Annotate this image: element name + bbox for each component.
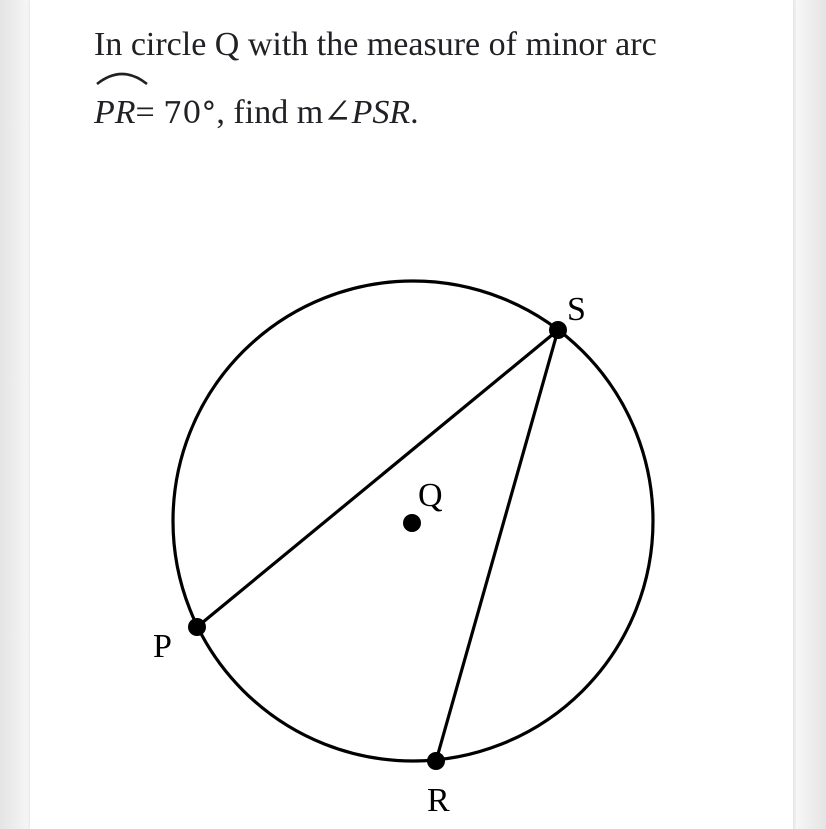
page-left-margin <box>0 0 30 829</box>
arc-measure: 70° <box>163 96 217 131</box>
circle-diagram <box>30 0 793 829</box>
page-right-margin <box>796 0 826 829</box>
problem-card <box>30 0 793 829</box>
angle-name: PSR <box>351 94 411 131</box>
equals-sign: = <box>135 94 155 131</box>
chord-sp <box>197 330 558 627</box>
point-p <box>188 618 206 636</box>
arc-name: PR <box>94 94 136 131</box>
find-text: , find m∠ <box>216 94 352 131</box>
chord-sr <box>436 330 558 761</box>
label-r: R <box>427 782 450 819</box>
label-p: P <box>153 628 172 665</box>
label-s: S <box>567 291 586 328</box>
center-q <box>403 514 421 532</box>
sentence-end: . <box>410 94 419 131</box>
point-s <box>549 321 567 339</box>
question-line-1: In circle Q with the measure of minor arc <box>94 26 657 63</box>
point-r <box>427 752 445 770</box>
label-q: Q <box>418 477 443 514</box>
